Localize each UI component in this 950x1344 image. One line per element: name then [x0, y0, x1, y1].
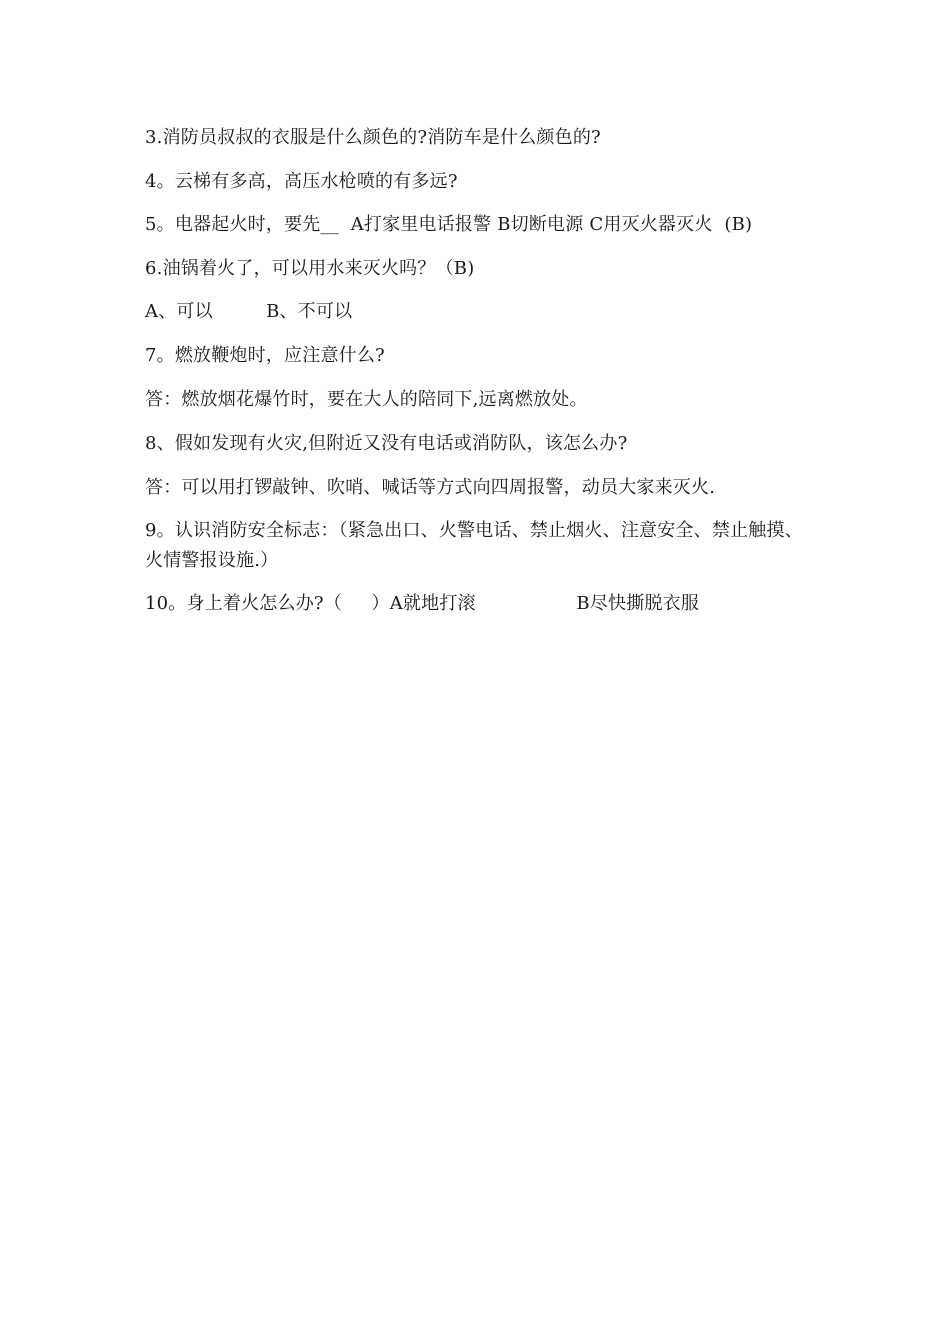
- question-5: 5。电器起火时，要先__ A打家里电话报警 B切断电源 C用灭火器灭火 (B): [145, 214, 753, 235]
- question-9: 9。认识消防安全标志：（紧急出口、火警电话、禁止烟火、注意安全、禁止触摸、火情警报设施.）: [145, 520, 803, 571]
- question-3: 3.消防员叔叔的衣服是什么颜色的?消防车是什么颜色的?: [145, 127, 601, 148]
- question-7: 7。燃放鞭炮时，应注意什么?: [145, 345, 385, 366]
- answer-8: 答：可以用打锣敲钟、吹哨、喊话等方式向四周报警，动员大家来灭火.: [145, 477, 716, 498]
- answer-7: 答：燃放烟花爆竹时，要在大人的陪同下,远离燃放处。: [145, 389, 588, 410]
- question-8: 8、假如发现有火灾,但附近又没有电话或消防队，该怎么办?: [145, 433, 628, 454]
- question-10: 10。身上着火怎么办?（ ）A就地打滚 B尽快撕脱衣服: [145, 593, 700, 614]
- question-6-options: A、可以 B、不可以: [145, 301, 353, 322]
- question-4: 4。云梯有多高，高压水枪喷的有多远?: [145, 171, 458, 192]
- question-6: 6.油锅着火了，可以用水来灭火吗？（B): [145, 258, 475, 279]
